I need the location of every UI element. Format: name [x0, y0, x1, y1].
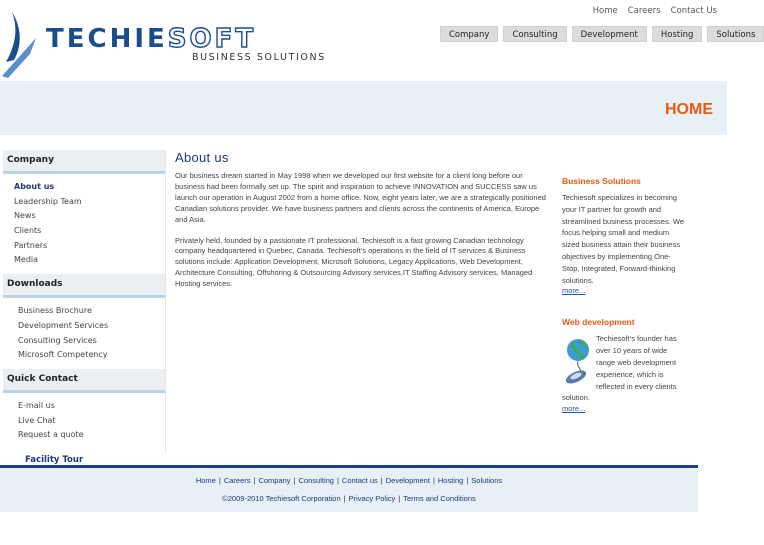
sidebar-item-request-quote[interactable]: Request a quote — [18, 430, 84, 440]
web-development-heading: Web development — [562, 317, 635, 328]
footer-link-contact-us[interactable]: Contact us — [341, 476, 378, 485]
logo-text — [46, 24, 256, 54]
sidebar-item-news[interactable]: News — [14, 211, 36, 221]
privacy-policy-link[interactable]: Privacy Policy — [348, 494, 396, 503]
sidebar-item-partners[interactable]: Partners — [14, 240, 48, 250]
main-nav — [440, 26, 764, 42]
top-link-careers[interactable]: Careers — [627, 6, 661, 16]
web-development-text: Techiesoft's founder has over 10 years of wide range web development experience, which is reflected in every clients solution. — [562, 334, 677, 403]
sidebar-item-development-services[interactable]: Development Services — [18, 320, 109, 330]
copyright-line — [0, 494, 698, 503]
nav-company[interactable]: Company — [440, 26, 498, 42]
sidebar-heading-downloads: Downloads — [3, 274, 165, 298]
sidebar-item-media[interactable]: Media — [14, 255, 39, 265]
copyright-text: ©2009-2010 Techiesoft Corporation — [222, 494, 341, 503]
logo[interactable] — [0, 0, 340, 80]
footer-link-careers[interactable]: Careers — [223, 476, 251, 485]
footer-separator: | — [398, 494, 401, 503]
sidebar-item-email-us[interactable]: E-mail us — [18, 400, 55, 410]
footer-link-hosting[interactable]: Hosting — [437, 476, 464, 485]
footer-link-solutions[interactable]: Solutions — [471, 476, 503, 485]
sidebar — [3, 150, 166, 465]
business-solutions-text: Techiesoft specializes in becoming your IT partner for growth and streamlined business processes. We focus helping small and medium sized business attain their business objectives by implementing One-Stop, Integrated, Forward-thinking solutions. — [562, 193, 684, 285]
footer-links — [0, 476, 698, 485]
nav-consulting[interactable]: Consulting — [503, 26, 566, 42]
main-content — [175, 150, 551, 300]
footer-separator: | — [432, 476, 435, 485]
web-development-more-link[interactable]: more... — [562, 404, 586, 414]
footer-separator: | — [466, 476, 469, 485]
footer-separator: | — [343, 494, 346, 503]
footer-link-development[interactable]: Development — [385, 476, 430, 485]
sidebar-item-about-us[interactable]: About us — [14, 182, 55, 191]
facility-tour-link[interactable]: Facility Tour — [25, 454, 84, 465]
sidebar-downloads-list — [3, 298, 165, 369]
top-link-home[interactable]: Home — [592, 6, 618, 16]
sidebar-item-business-brochure[interactable]: Business Brochure — [18, 306, 92, 316]
footer-separator: | — [336, 476, 339, 485]
footer-separator: | — [380, 476, 383, 485]
content-paragraph: Privately held, founded by a passionate IT professional, Techiesoft is a fast growing Canadian technology company headquartered in Quebec, Canada. Techiesoft's operations in the field of IT services & Business solutions include: Application Development, Microsoft Solutions, Legacy Applications, Web Development, Architecture Consulting, Offshoring & Outsourcing Advisory services,IT Staffing Advisory services, Managed Hosting services. — [175, 235, 533, 289]
right-column — [562, 176, 688, 413]
sidebar-item-microsoft-competency[interactable]: Microsoft Competency — [18, 350, 108, 360]
sidebar-item-clients[interactable]: Clients — [14, 226, 42, 236]
footer-link-consulting[interactable]: Consulting — [298, 476, 334, 485]
logo-tagline: BUSINESS SOLUTIONS — [192, 52, 326, 63]
logo-mark-icon — [0, 10, 48, 82]
business-solutions-more-link[interactable]: more... — [562, 286, 586, 296]
sidebar-item-leadership-team[interactable]: Leadership Team — [14, 196, 82, 206]
sidebar-item-consulting-services[interactable]: Consulting Services — [18, 335, 97, 345]
content-title: About us — [175, 150, 229, 165]
content-paragraph: Our business dream started in May 1998 when we developed our first website for a client long before our business had been formally set up. The spirit and inspiration to achieve INNOVATION and SUCCESS saw us launch our operation in August 2002 from a home office. Now, eight years later, we are a strategically positioned Canadian solutions provider. We have business partners and clients across the continents of America, Europe and Asia. — [175, 171, 546, 224]
sidebar-item-live-chat[interactable]: Live Chat — [18, 415, 56, 425]
sidebar-quick-contact-list — [3, 393, 165, 449]
terms-link[interactable]: Terms and Conditions — [403, 494, 476, 503]
footer-link-home[interactable]: Home — [195, 476, 216, 485]
business-solutions-heading: Business Solutions — [562, 176, 641, 186]
sidebar-company-list — [3, 174, 165, 274]
footer-separator: | — [253, 476, 256, 485]
footer-separator: | — [218, 476, 221, 485]
globe-mouse-icon — [562, 337, 594, 385]
top-link-contact-us[interactable]: Contact Us — [670, 6, 717, 16]
nav-solutions[interactable]: Solutions — [707, 26, 764, 42]
sidebar-heading-company: Company — [3, 150, 165, 174]
logo-text-solid: TECHIE — [46, 24, 168, 54]
nav-development[interactable]: Development — [572, 26, 647, 42]
footer-separator: | — [293, 476, 296, 485]
footer-link-company[interactable]: Company — [258, 476, 291, 485]
logo-text-hollow: SOFT — [167, 24, 257, 54]
nav-hosting[interactable]: Hosting — [652, 26, 703, 42]
sidebar-heading-quick-contact: Quick Contact — [3, 369, 165, 393]
banner — [0, 81, 727, 135]
footer — [0, 465, 698, 512]
top-links — [593, 6, 717, 16]
page-title: HOME — [665, 101, 713, 118]
